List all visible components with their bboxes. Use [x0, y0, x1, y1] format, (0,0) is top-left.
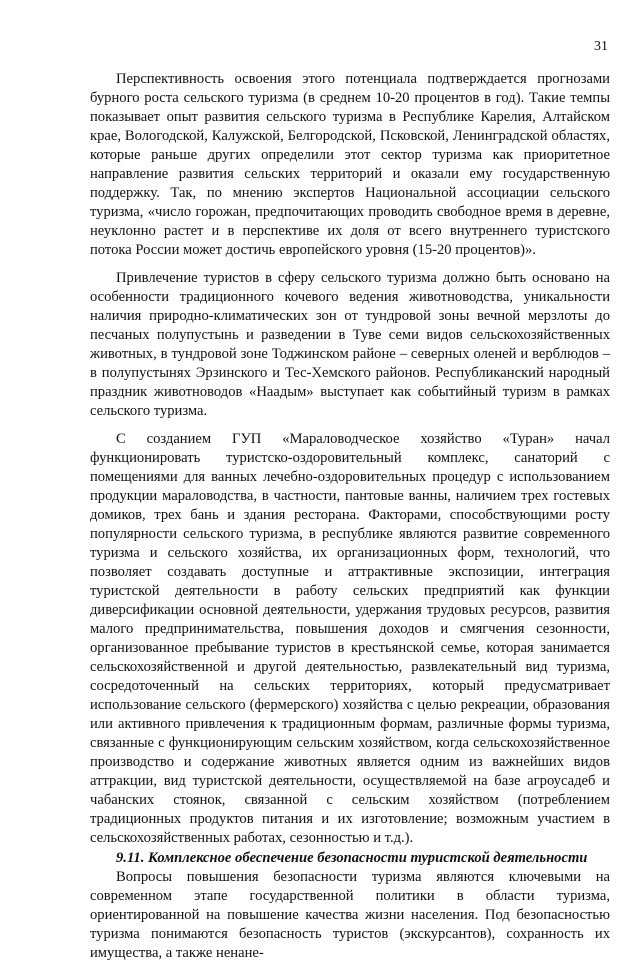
section-heading: 9.11. Комплексное обеспечение безопасности туристской деятельности: [116, 850, 588, 866]
paragraph-turan-complex: С созданием ГУП «Мараловодческое хозяйство «Туран» начал функционировать туристско-оздоровительный комплекс, санаторий с помещениями для ванных лечебно-оздоровительных процедур с использованием продукции мараловодства, в частности, пантовые ванны, наличием трех гостевых домиков, трех бань и здания ресторана. Факторами, способствующими росту популярности сельского туризма, в республике являются развитие современного туризма и сельского хозяйства, их организационных форм, технологий, что позволяет создавать доступные и аттрактивные экспозиции, интеграция туристской деятельности в работу сельских предприятий как функции диверсификации основной деятельности, удержания трудовых ресурсов, развития малого предпринимательства, повышения доходов и смягчения сезонности, организованное пребывание туристов в крестьянской семье, которая занимается сельскохозяйственной и другой деятельностью, развлекательный вид туризма, сосредоточенный на сельских территориях, который предусматривает использование сельского (фермерского) хозяйства с целью рекреации, образования или активного привлечения к традиционным формам, различные формы туризма, связанные с функционирующим сельским хозяйством, когда сельскохозяйственное производство и содержание животных является одним из важнейших видов аттракции, вид туристской деятельности, осуществляемой на базе агроусадеб и чабанских стоянок, связанной с сельским хозяйством (потреблением традиционных продуктов питания и их изготовление; возможным участием в сельскохозяйственных работах, сезонностью и т.д.).: [90, 431, 610, 846]
paragraph-rural-tourism-growth: Перспективность освоения этого потенциала подтверждается прогнозами бурного роста сельского туризма (в среднем 10-20 процентов в год). Такие темпы показывает опыт развития сельского туризма в Республике Карелия, Алтайском крае, Вологодской, Калужской, Белгородской, Псковской, Ленинградской областях, которые раньше других определили этот сектор туризма как приоритетное направление развития сельских территорий и оказали ему государственную поддержку. Так, по мнению экспертов Национальной ассоциации сельского туризма, «число горожан, предпочитающих проводить свободное время в деревне, неуклонно растет и в перспективе их доля от всего внутреннего туристского потока России может достичь европейского уровня (15-20 процентов)».: [90, 71, 610, 258]
page-number: 31: [594, 39, 608, 54]
page-body: [90, 70, 610, 963]
paragraph-tourist-attraction: Привлечение туристов в сферу сельского туризма должно быть основано на особенности традиционного кочевого ведения животноводства, уникальности наличия природно-климатических зон от тундровой зоны вечной мерзлоты до песчаных полупустынь и разведении в Туве семи видов сельскохозяйственных животных, в тундровой зоне Тоджинском районе – северных оленей и верблюдов – в полупустынях Эрзинского и Тес-Хемского районов. Республиканский народный праздник животноводов «Наадым» выступает как событийный туризм в рамках сельского туризма.: [90, 270, 610, 419]
paragraph-tourism-safety: Вопросы повышения безопасности туризма являются ключевыми на современном этапе государственной политики в области туризма, ориентированной на повышение качества жизни населения. Под безопасностью туризма понимаются безопасность туристов (экскурсантов), сохранность их имущества, а также ненане-: [90, 869, 610, 961]
